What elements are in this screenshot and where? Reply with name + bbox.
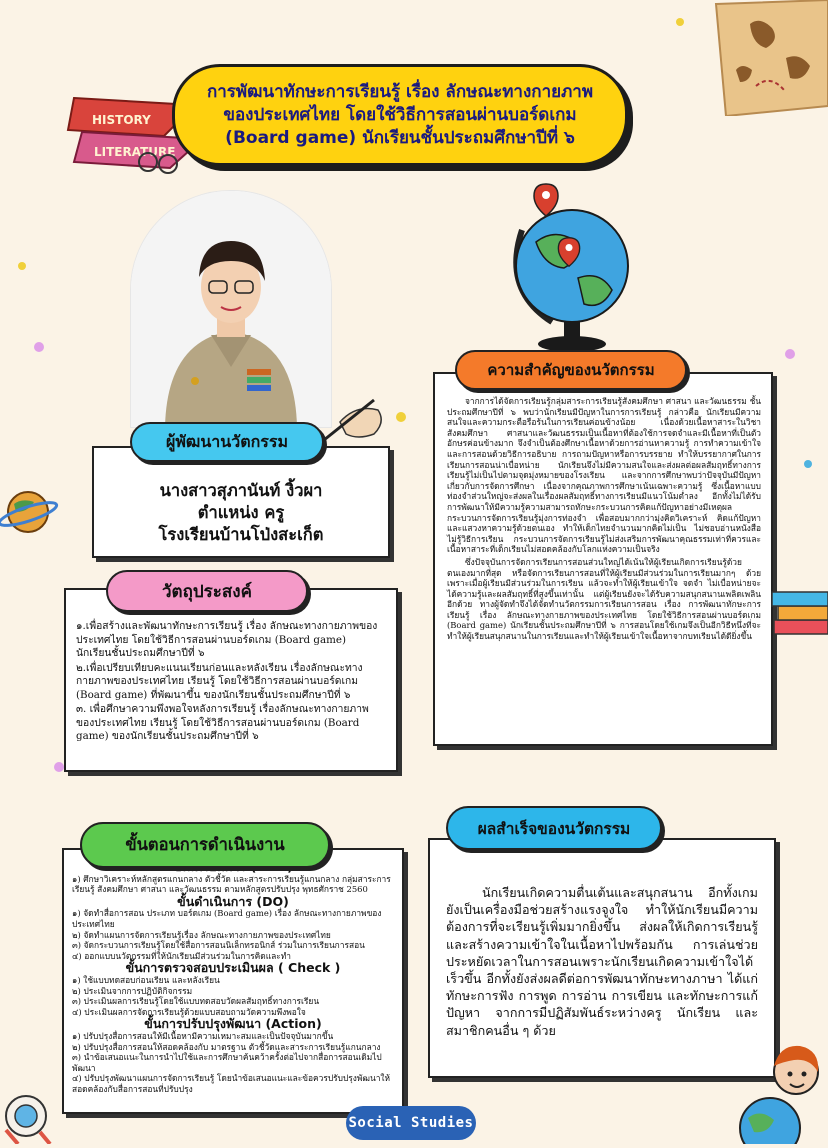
objectives-heading: วัตถุประสงค์ xyxy=(106,570,308,612)
check-item: ๒) ประเมินจากการปฏิบัติกิจกรรม xyxy=(72,985,193,996)
objective-item: ๓. เพื่อศึกษาความพึงพอใจหลังการเรียนรู้ เรื่องลักษณะทางกายภาพของประเทศไทย เรียนรู้ โดยใช้วิธีการสอนผ่านบอร์ดเกม (Board game) ของนักเรียนชั้นประถมศึกษาปีที่ ๖ xyxy=(76,703,369,742)
decor-dot xyxy=(804,460,812,468)
do-item: ๓) จัดกระบวนการเรียนรู้โดยใช้สื่อการสอนนิเล็กทรอนิกส์ ร่วมในการเรียนการสอน xyxy=(72,940,365,951)
page-title: การพัฒนาทักษะการเรียนรู้ เรื่อง ลักษณะทางกายภาพ ของประเทศไทย โดยใช้วิธีการสอนผ่านบอร์ดเกม (Board game) นักเรียนชั้นประถมศึกษาปีที่ ๖ xyxy=(206,81,594,148)
decor-dot xyxy=(676,18,684,26)
decor-dot xyxy=(396,412,406,422)
social-studies-badge: Social Studies xyxy=(346,1106,476,1140)
plan-item: ๑) ศึกษาวิเคราะห์หลักสูตรแกนกลาง ตัวชี้วัด และสาระการเรียนรู้แกนกลาง กลุ่มสาระการเรียนรู้ สังคมศึกษา ศาสนา และวัฒนธรรม ตามหลักสูตรปรับปรุง พุทธศักราช 2560 xyxy=(72,873,391,895)
decor-dot xyxy=(785,349,795,359)
planet-icon xyxy=(0,484,60,540)
do-item: ๒) จัดทำแผนการจัดการเรียนรู้เรื่อง ลักษณะทางกายภาพของประเทศไทย xyxy=(72,929,331,940)
bookstack-icon xyxy=(768,580,828,642)
astronaut-icon xyxy=(0,1086,58,1144)
do-item: ๑) จัดทำสื่อการสอน ประเภท บอร์ดเกม (Board game) เรื่อง ลักษณะทางกายภาพของประเทศไทย xyxy=(72,908,382,929)
do-item: ๔) ออกแบบนวัตกรรมที่ให้นักเรียนมีส่วนร่วมในการคิดและทำ xyxy=(72,950,291,961)
action-item: ๔) ปรับปรุงพัฒนาแผนการจัดการเรียนรู้ โดยนำข้อเสนอแนะและข้อควรปรับปรุงพัฒนาให้สอดคล้องกับสื่อการสอนที่ปรับปรุง xyxy=(72,1073,391,1094)
developer-heading: ผู้พัฒนานวัตกรรม xyxy=(130,422,324,462)
developer-position: ตำแหน่ง ครู xyxy=(197,503,285,522)
title-banner xyxy=(172,64,628,166)
objective-item: ๑.เพื่อสร้างและพัฒนาทักษะการเรียนรู้ เรื่อง ลักษณะทางกายภาพของประเทศไทย โดยใช้วิธีการสอนผ่านบอร์ดเกม (Board game) นักเรียนชั้นประถมศึกษาปีที่ ๖ xyxy=(76,620,378,659)
check-title: ขั้นการตรวจสอบประเมินผล ( Check ) xyxy=(125,960,341,976)
check-item: ๔) ประเมินผลการจัดการเรียนรู้ด้วยแบบสอบถามวัดความพึงพอใจ xyxy=(72,1006,306,1017)
action-item: ๓) นำข้อเสนอแนะในการนำไปใช้และการศึกษาค้นคว้าครั้งต่อไปจากสื่อการสอนเดิมไปพัฒนา xyxy=(72,1052,382,1073)
action-item: ๒) ปรับปรุงสื่อการสอนให้สอดคล้องกับ มาตรฐาน ตัวชี้วัดและสาระการเรียนรู้แกนกลาง xyxy=(72,1041,381,1052)
developer-school: โรงเรียนบ้านโป่งสะเก็ต xyxy=(158,525,324,544)
check-item: ๓) ประเมินผลการเรียนรู้โดยใช้แบบทดสอบวัดผลสัมฤทธิ์ทางการเรียน xyxy=(72,996,320,1007)
treasure-map-icon xyxy=(700,0,828,116)
steps-heading: ขั้นตอนการดำเนินงาน xyxy=(80,822,330,868)
developer-name: นางสาวสุภานันท์ งิ้วผา xyxy=(159,481,323,500)
decor-dot xyxy=(18,262,26,270)
importance-paragraph-1: จากการได้จัดการเรียนรู้กลุ่มสาระการเรียนรู้สังคมศึกษา ศาสนา และวัฒนธรรม ชั้นประถมศึกษาปีที่ ๖ พบว่านักเรียนมีปัญหาในการการเรียนรู้ กล่าวคือ นักเรียนมีความสนใจและความกระตือรือร้นในการเรียนค่อนข้างน้อย เนื่องด้วยเนื้อหาสาระในวิชาสังคมศึกษา ศาสนาและวัฒนธรรมเป็นเนื้อหาที่ต้องใช้การจดจำและมีเนื้อหาที่เป็นตัวอักษรค่อนข้างมาก จึงจำเป็นต้องศึกษาเนื้อหาด้วยการอ่านหาความรู้ การทำความเข้าใจและการสอนด้วยวิธีการอธิบาย การถามปัญหาหรือการบรรยาย ทำให้บรรยากาศในการเรียนการสอนน่าเบื่อหน่าย นักเรียนจึงไม่มีความสนใจและส่งผลต่อผลสัมฤทธิ์ทางการเรียนรู้ไม่เป็นไปตามจุดมุ่งหมายของโรงเรียน และจากการศึกษาพบว่าปัจจุบันมีปัญหาเกี่ยวกับการจัดการศึกษา เนื่องจากคุณภาพการศึกษาเน้นเฉพาะความรู้ ซึ่งเนื้อหาแบบท่องจำส่วนใหญ่จะส่งผลในเรื่องผลสัมฤทธิ์ทางการเรียนมีแนวโน้มต่ำลง อีกทั้งไม่ได้รับการพัฒนาให้มีความรู้ความสามารถทักษะกระบวนการคิดแก้ปัญหาอย่างมีเหตุผล กระบวนการจัดการเรียนรู้มุ่งการท่องจำ เพื่อสอบมากกว่ามุ่งคิดวิเคราะห์ คิดแก้ปัญหาและแสวงหาความรู้ด้วยตนเอง ทำให้เด็กไทยจำนวนมากคิดไม่เป็น ไม่ชอบอ่านหนังสือ ไม่รู้วิธีการเรียน กระบวนการจัดการเรียนรู้ไม่ส่งเสริมการพัฒนาคุณธรรมเท่าที่ควรและเนื้อหาสาระที่เด็กเรียนไม่สอดคล้องกับโลกแห่งความเป็นจริง xyxy=(447,396,761,555)
steps-card xyxy=(62,848,404,1114)
objectives-card xyxy=(64,588,398,772)
books-top-label: HISTORY xyxy=(92,113,151,127)
decor-dot xyxy=(34,342,44,352)
map-pin-icon xyxy=(556,236,582,268)
action-item: ๑) ปรับปรุงสื่อการสอนให้มีเนื้อหามีความเหมาะสมและเป็นปัจจุบันมากขึ้น xyxy=(72,1030,334,1041)
results-heading: ผลสำเร็จของนวัตกรรม xyxy=(446,806,662,850)
boy-with-globe-icon xyxy=(714,1032,828,1144)
developer-card xyxy=(92,446,390,558)
objective-item: ๒.เพื่อเปรียบเทียบคะแนนเรียนก่อนและหลังเรียน เรื่องลักษณะทางกายภาพของประเทศไทย เรียนรู้ โดยใช้วิธีการสอนผ่านบอร์ดเกม (Board game) ที่พัฒนาขึ้น ของนักเรียนชั้นประถมศึกษาปีที่ ๖ xyxy=(76,661,363,701)
importance-heading: ความสำคัญของนวัตกรรม xyxy=(455,350,687,390)
importance-paragraph-2: ซึ่งปัจจุบันการจัดการเรียนการสอนส่วนใหญ่ได้เน้นให้ผู้เรียนเกิดการเรียนรู้ด้วยตนเองมากที่สุด หรือจัดการเรียนการสอนที่ให้ผู้เรียนมีส่วนร่วมในการเรียนมากๆ ด้วย เพราะเมื่อผู้เรียนมีส่วนร่วมในการเรียน แล้วจะทำให้ผู้เรียนเข้าใจ จดจำ ไม่เบื่อหน่ายจะได้ความรู้และผลสัมฤทธิ์ที่สูงขึ้นเท่านั้น แต่ผู้เรียนยังจะได้รับความสนุกสนานเพลิดเพลินอีกด้วย ทางผู้จัดทำจึงได้จัดทำนวัตกรรมการเรียนการสอน เรื่อง การพัฒนาทักษะการเรียนรู้ เรื่อง ลักษณะทางกายภาพของประเทศไทย โดยใช้วิธีการสอนผ่านบอร์ดเกม (Board game) นักเรียนชั้นประถมศึกษาปีที่ ๖ การสอนโดยใช้เกมจึงเป็นอีกวิธีหนึ่งที่จะทำให้ผู้เรียนสนุกสนานในการเรียนและทำให้ผู้เรียนเข้าใจเนื้อหาจากบทเรียนได้ดียิ่งขึ้น xyxy=(447,556,761,642)
do-title: ขั้นดำเนินการ (DO) xyxy=(177,893,289,909)
action-title: ขั้นการปรับปรุงพัฒนา (Action) xyxy=(144,1016,322,1032)
importance-card xyxy=(433,372,773,746)
map-pin-icon xyxy=(532,182,560,218)
decor-dot xyxy=(54,762,64,772)
books-bottom-label: LITERATURE xyxy=(94,145,176,159)
check-item: ๑) ใช้แบบทดสอบก่อนเรียน และหลังเรียน xyxy=(72,974,220,985)
globe-icon xyxy=(482,180,662,360)
results-text: นักเรียนเกิดความตื่นเต้นและสนุกสนาน อีกทั้งเกมยังเป็นเครื่องมือช่วยสร้างแรงจูงใจ ทำให้นักเรียนมีความต้องการที่จะเรียนรู้เพิ่มมากยิ่งขึ้น ส่งผลให้เกิดการเรียนรู้และสร้างความเข้าใจในเนื้อหาไปพร้อมกัน การเล่นช่วยประหยัดเวลาในการสอนเพราะนักเรียนเกิดความเข้าใจได้เร็วขึ้น อีกทั้งยังส่งผลดีต่อการพัฒนาทักษะทางภาษา ได้แก่ ทักษะการฟัง การพูด การอ่าน การเขียน และทักษะการแก้ปัญหา จากการมีปฏิสัมพันธ์ระหว่างครู นักเรียน และสมาชิกคนอื่น ๆ ด้วย xyxy=(446,885,758,1038)
